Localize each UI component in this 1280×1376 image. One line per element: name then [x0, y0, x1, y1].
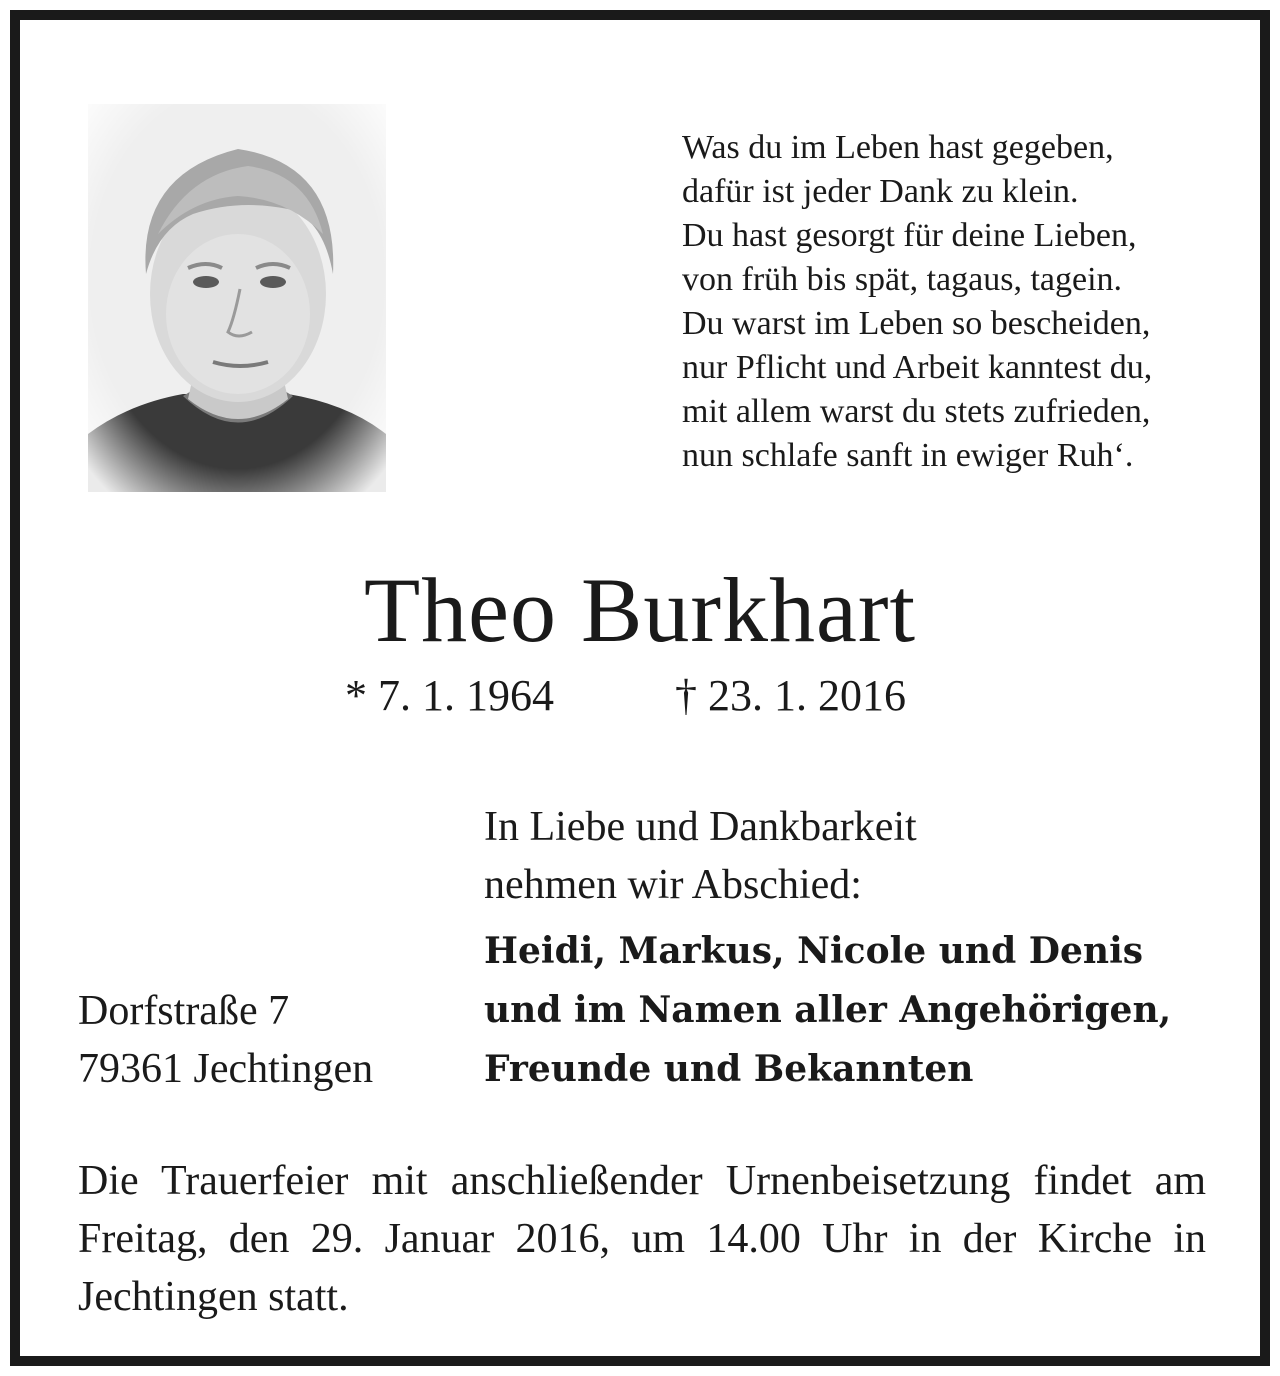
mourners-line: Freunde und Bekannten — [484, 1048, 974, 1090]
poem-line: Du hast gesorgt für deine Lieben, — [682, 217, 1137, 254]
mourners-line: und im Namen aller Angehörigen, — [484, 989, 1172, 1031]
address — [78, 982, 478, 1098]
service-announcement: Die Trauerfeier mit anschließender Urnenbeisetzung findet am Freitag, den 29. Januar 2016, um 14.00 Uhr in der Kirche in Jechtingen statt. — [78, 1158, 1206, 1320]
portrait-image — [88, 104, 386, 492]
poem-line: nur Pflicht und Arbeit kanntest du, — [682, 349, 1153, 386]
poem-line: nun schlafe sanft in ewiger Ruh‘. — [682, 437, 1134, 474]
obituary-notice — [10, 10, 1270, 1366]
farewell-line: nehmen wir Abschied: — [484, 862, 862, 908]
address-street: Dorfstraße 7 — [78, 988, 290, 1034]
poem-line: Was du im Leben hast gegeben, — [682, 129, 1114, 166]
poem-line: Du warst im Leben so bescheiden, — [682, 305, 1151, 342]
portrait-photo — [88, 104, 386, 492]
poem-line: dafür ist jeder Dank zu klein. — [682, 173, 1079, 210]
deceased-name: Theo Burkhart — [363, 559, 917, 661]
farewell-text — [484, 798, 1244, 914]
poem-line: von früh bis spät, tagaus, tagein. — [682, 261, 1123, 298]
poem-line: mit allem warst du stets zufrieden, — [682, 393, 1151, 430]
birth-date: * 7. 1. 1964 — [345, 671, 554, 720]
address-city: 79361 Jechtingen — [78, 1046, 374, 1092]
farewell-line: In Liebe und Dankbarkeit — [484, 804, 917, 850]
mourners-line: Heidi, Markus, Nicole und Denis — [484, 930, 1144, 972]
mourners-list — [484, 922, 1244, 1099]
poem — [682, 126, 1222, 478]
death-date: † 23. 1. 2016 — [675, 671, 906, 720]
